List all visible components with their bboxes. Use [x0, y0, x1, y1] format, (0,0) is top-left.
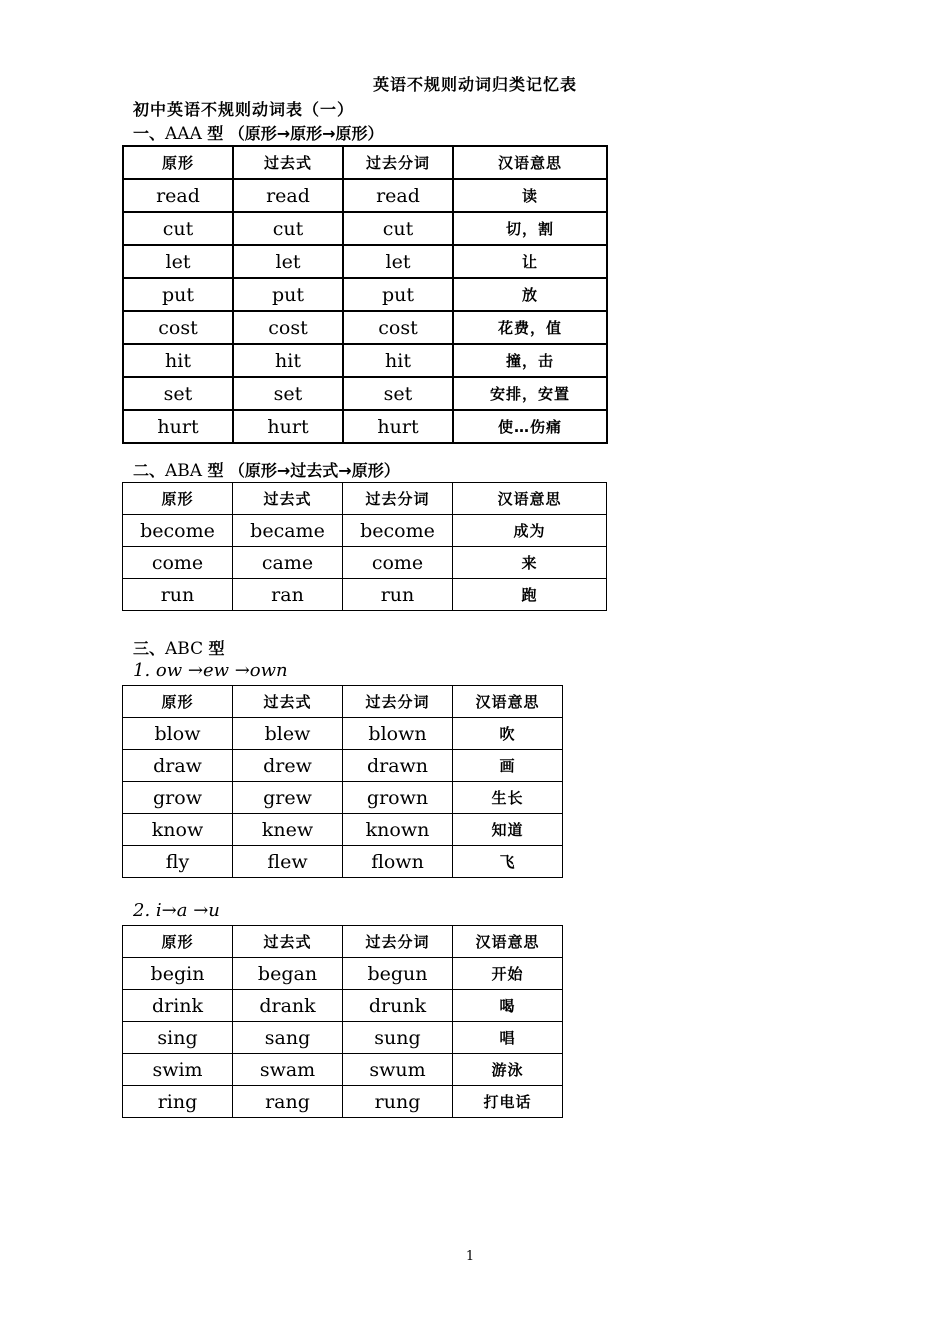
cell-base-form: cost	[123, 311, 233, 344]
header-base-form: 原形	[123, 686, 233, 718]
table-row	[123, 311, 607, 344]
section-code: AAA	[165, 124, 202, 144]
header-past-tense: 过去式	[233, 926, 343, 958]
cell-base-form: draw	[123, 750, 233, 782]
header-base-form: 原形	[123, 483, 233, 515]
table-row	[123, 782, 563, 814]
section-type-label: 型	[208, 639, 225, 658]
header-past-participle: 过去分词	[343, 926, 453, 958]
header-chinese-meaning: 汉语意思	[453, 926, 563, 958]
cell-past-tense: hit	[233, 344, 343, 377]
cell-chinese-meaning: 切，割	[453, 212, 607, 245]
cell-base-form: put	[123, 278, 233, 311]
cell-base-form: swim	[123, 1054, 233, 1086]
cell-base-form: come	[123, 547, 233, 579]
table-row	[123, 1054, 563, 1086]
cell-past-tense: put	[233, 278, 343, 311]
table-header-row	[123, 926, 563, 958]
cell-past-participle: become	[343, 515, 453, 547]
cell-base-form: let	[123, 245, 233, 278]
table-header-row	[123, 146, 607, 179]
header-past-tense: 过去式	[233, 146, 343, 179]
header-chinese-meaning: 汉语意思	[453, 686, 563, 718]
cell-chinese-meaning: 撞，击	[453, 344, 607, 377]
cell-past-tense: drank	[233, 990, 343, 1022]
table-row	[123, 1086, 563, 1118]
table-row	[123, 377, 607, 410]
cell-base-form: hurt	[123, 410, 233, 443]
table-row	[123, 846, 563, 878]
cell-past-tense: began	[233, 958, 343, 990]
header-base-form: 原形	[123, 146, 233, 179]
cell-base-form: read	[123, 179, 233, 212]
cell-past-tense: let	[233, 245, 343, 278]
cell-past-participle: drunk	[343, 990, 453, 1022]
table-row	[123, 718, 563, 750]
cell-past-participle: swum	[343, 1054, 453, 1086]
header-past-participle: 过去分词	[343, 483, 453, 515]
cell-past-participle: run	[343, 579, 453, 611]
section-code: ABA	[165, 461, 203, 481]
cell-past-tense: ran	[233, 579, 343, 611]
table-body	[123, 179, 607, 443]
cell-base-form: fly	[123, 846, 233, 878]
cell-past-tense: hurt	[233, 410, 343, 443]
verb-table-aba	[122, 482, 607, 611]
section-heading-aaa	[133, 121, 384, 144]
cell-past-participle: cost	[343, 311, 453, 344]
section-number: 二、	[133, 461, 166, 480]
cell-past-participle: known	[343, 814, 453, 846]
cell-base-form: ring	[123, 1086, 233, 1118]
section-number: 三、	[133, 639, 166, 658]
section-description: （原形→原形→原形）	[228, 124, 384, 143]
section-heading-abc	[133, 636, 225, 659]
table-header-row	[123, 483, 607, 515]
cell-chinese-meaning: 来	[453, 547, 607, 579]
cell-chinese-meaning: 画	[453, 750, 563, 782]
table-row	[123, 750, 563, 782]
cell-past-participle: hurt	[343, 410, 453, 443]
cell-chinese-meaning: 打电话	[453, 1086, 563, 1118]
cell-past-tense: cost	[233, 311, 343, 344]
table-body	[123, 718, 563, 878]
table-row	[123, 990, 563, 1022]
cell-past-tense: drew	[233, 750, 343, 782]
table-row	[123, 344, 607, 377]
cell-chinese-meaning: 成为	[453, 515, 607, 547]
cell-base-form: sing	[123, 1022, 233, 1054]
document-subtitle: 初中英语不规则动词表（一）	[133, 100, 355, 119]
verb-table-ow-ew-own	[122, 685, 563, 878]
cell-base-form: hit	[123, 344, 233, 377]
cell-past-participle: set	[343, 377, 453, 410]
cell-past-participle: begun	[343, 958, 453, 990]
cell-chinese-meaning: 飞	[453, 846, 563, 878]
cell-past-tense: flew	[233, 846, 343, 878]
cell-chinese-meaning: 放	[453, 278, 607, 311]
cell-base-form: know	[123, 814, 233, 846]
section-number: 一、	[133, 124, 166, 143]
cell-past-tense: cut	[233, 212, 343, 245]
header-chinese-meaning: 汉语意思	[453, 483, 607, 515]
header-past-tense: 过去式	[233, 686, 343, 718]
section-heading-aba	[133, 458, 400, 481]
header-base-form: 原形	[123, 926, 233, 958]
cell-chinese-meaning: 读	[453, 179, 607, 212]
page-number: 1	[465, 1249, 475, 1264]
cell-past-tense: read	[233, 179, 343, 212]
cell-base-form: blow	[123, 718, 233, 750]
table-row	[123, 278, 607, 311]
header-chinese-meaning: 汉语意思	[453, 146, 607, 179]
cell-past-tense: swam	[233, 1054, 343, 1086]
cell-chinese-meaning: 花费，值	[453, 311, 607, 344]
verb-table-i-a-u	[122, 925, 563, 1118]
header-past-participle: 过去分词	[343, 146, 453, 179]
table-body	[123, 958, 563, 1118]
cell-base-form: set	[123, 377, 233, 410]
cell-past-tense: sang	[233, 1022, 343, 1054]
cell-chinese-meaning: 知道	[453, 814, 563, 846]
cell-past-tense: blew	[233, 718, 343, 750]
cell-past-participle: sung	[343, 1022, 453, 1054]
cell-past-tense: came	[233, 547, 343, 579]
cell-past-participle: hit	[343, 344, 453, 377]
cell-past-tense: rang	[233, 1086, 343, 1118]
cell-past-participle: blown	[343, 718, 453, 750]
cell-past-participle: flown	[343, 846, 453, 878]
section-type-label: 型	[207, 461, 224, 480]
cell-past-tense: grew	[233, 782, 343, 814]
table-body	[123, 515, 607, 611]
table-row	[123, 814, 563, 846]
table-row	[123, 245, 607, 278]
header-past-participle: 过去分词	[343, 686, 453, 718]
cell-past-participle: let	[343, 245, 453, 278]
cell-chinese-meaning: 唱	[453, 1022, 563, 1054]
table-row	[123, 410, 607, 443]
table-row	[123, 212, 607, 245]
cell-chinese-meaning: 游泳	[453, 1054, 563, 1086]
header-past-tense: 过去式	[233, 483, 343, 515]
cell-past-participle: drawn	[343, 750, 453, 782]
cell-base-form: drink	[123, 990, 233, 1022]
document-title: 英语不规则动词归类记忆表	[372, 75, 577, 94]
cell-chinese-meaning: 跑	[453, 579, 607, 611]
table-header-row	[123, 686, 563, 718]
cell-past-participle: rung	[343, 1086, 453, 1118]
subgroup-heading-ow-ew-own: 1. ow →ew →own	[133, 660, 288, 681]
cell-chinese-meaning: 吹	[453, 718, 563, 750]
cell-base-form: grow	[123, 782, 233, 814]
section-code: ABC	[165, 639, 204, 659]
cell-past-tense: became	[233, 515, 343, 547]
cell-chinese-meaning: 使…伤痛	[453, 410, 607, 443]
cell-chinese-meaning: 安排，安置	[453, 377, 607, 410]
section-type-label: 型	[207, 124, 224, 143]
verb-table-aaa	[122, 145, 608, 444]
cell-base-form: cut	[123, 212, 233, 245]
cell-chinese-meaning: 生长	[453, 782, 563, 814]
cell-chinese-meaning: 开始	[453, 958, 563, 990]
subgroup-heading-i-a-u: 2. i→a →u	[133, 900, 220, 921]
cell-base-form: become	[123, 515, 233, 547]
cell-past-tense: set	[233, 377, 343, 410]
table-row	[123, 515, 607, 547]
cell-base-form: run	[123, 579, 233, 611]
table-row	[123, 547, 607, 579]
cell-past-participle: come	[343, 547, 453, 579]
cell-past-participle: grown	[343, 782, 453, 814]
table-row	[123, 579, 607, 611]
cell-past-participle: cut	[343, 212, 453, 245]
table-row	[123, 179, 607, 212]
cell-chinese-meaning: 让	[453, 245, 607, 278]
table-row	[123, 958, 563, 990]
cell-past-participle: put	[343, 278, 453, 311]
cell-chinese-meaning: 喝	[453, 990, 563, 1022]
cell-past-participle: read	[343, 179, 453, 212]
cell-base-form: begin	[123, 958, 233, 990]
section-description: （原形→过去式→原形）	[228, 461, 400, 480]
table-row	[123, 1022, 563, 1054]
cell-past-tense: knew	[233, 814, 343, 846]
